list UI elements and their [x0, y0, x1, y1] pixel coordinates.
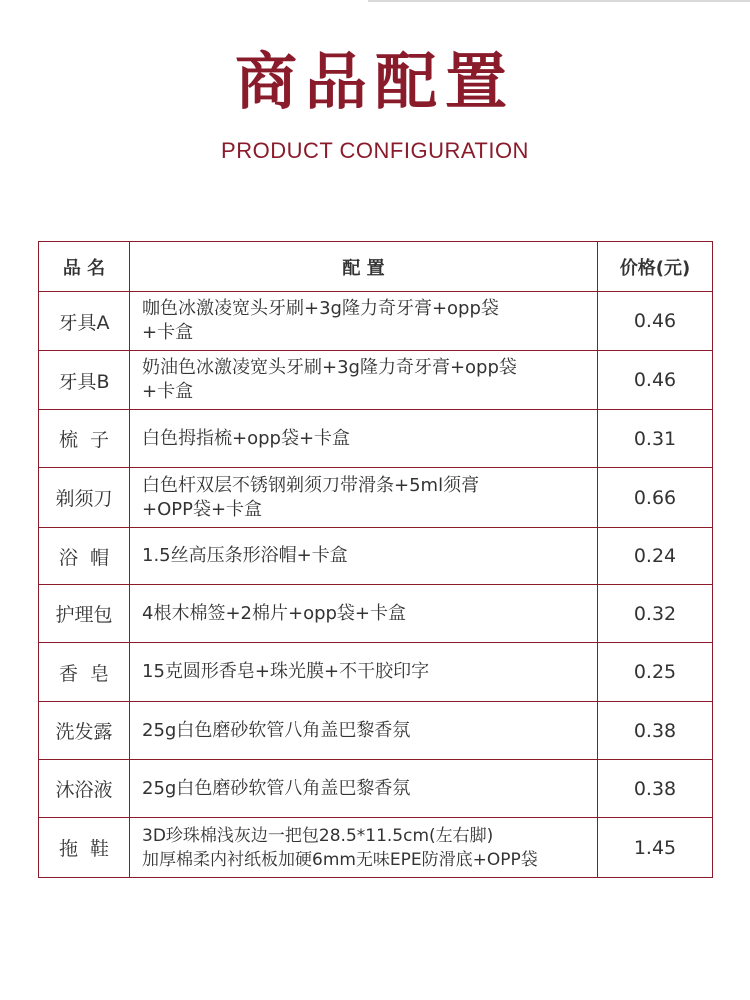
page-subtitle: PRODUCT CONFIGURATION	[221, 138, 529, 163]
row-config	[130, 818, 598, 878]
row-name: 洗发露	[39, 702, 130, 760]
table-row	[39, 351, 713, 410]
config-line: 1.5丝高压条形浴帽+卡盒	[142, 545, 348, 566]
config-line: 25g白色磨砂软管八角盖巴黎香氛	[142, 719, 411, 741]
row-name: 护理包	[39, 585, 130, 643]
row-config	[130, 760, 598, 818]
row-name: 牙具A	[39, 292, 130, 351]
page-title: 商品配置	[234, 45, 515, 118]
table-row	[39, 643, 713, 702]
row-price: 0.31	[598, 410, 713, 468]
row-name: 拖 鞋	[39, 818, 130, 878]
row-price: 0.24	[598, 528, 713, 585]
config-line: 25g白色磨砂软管八角盖巴黎香氛	[142, 777, 411, 799]
config-line: +卡盒	[142, 322, 194, 343]
config-line: +OPP袋+卡盒	[142, 498, 263, 520]
row-config	[130, 410, 598, 468]
row-price: 0.38	[598, 760, 713, 818]
row-name: 沐浴液	[39, 760, 130, 818]
row-config	[130, 468, 598, 528]
config-line: 奶油色冰激凌宽头牙刷+3g隆力奇牙膏+opp袋	[142, 357, 517, 378]
table-row	[39, 528, 713, 585]
row-config	[130, 351, 598, 410]
config-line: 4根木棉签+2棉片+opp袋+卡盒	[142, 602, 407, 624]
header-name: 品 名	[39, 242, 130, 292]
row-name: 浴 帽	[39, 528, 130, 585]
header-price: 价格(元)	[598, 242, 713, 292]
row-config	[130, 702, 598, 760]
top-divider-line	[368, 0, 750, 2]
config-line: 15克圆形香皂+珠光膜+不干胶印字	[142, 661, 430, 682]
row-price: 0.66	[598, 468, 713, 528]
row-price: 0.25	[598, 643, 713, 702]
config-line: 加厚棉柔内衬纸板加硬6mm无味EPE防滑底+OPP袋	[142, 849, 538, 870]
row-name: 牙具B	[39, 351, 130, 410]
row-name: 香 皂	[39, 643, 130, 702]
table-row	[39, 702, 713, 760]
table-row	[39, 818, 713, 878]
row-config	[130, 292, 598, 351]
table-row	[39, 292, 713, 351]
config-line: 白色拇指梳+opp袋+卡盒	[142, 427, 351, 449]
config-line: 3D珍珠棉浅灰边一把包28.5*11.5cm(左右脚)	[142, 825, 494, 846]
header-config: 配 置	[130, 242, 598, 292]
product-config-table	[38, 241, 713, 878]
row-config	[130, 585, 598, 643]
config-line: 白色杆双层不锈钢剃须刀带滑条+5ml须膏	[142, 474, 480, 496]
row-price: 0.46	[598, 292, 713, 351]
table-row	[39, 760, 713, 818]
row-name: 剃须刀	[39, 468, 130, 528]
table-row	[39, 585, 713, 643]
row-price: 0.46	[598, 351, 713, 410]
row-name: 梳 子	[39, 410, 130, 468]
config-line: 咖色冰激凌宽头牙刷+3g隆力奇牙膏+opp袋	[142, 298, 499, 319]
table-header-row	[39, 242, 713, 292]
config-line: +卡盒	[142, 381, 194, 402]
row-price: 0.32	[598, 585, 713, 643]
table-row	[39, 468, 713, 528]
row-price: 0.38	[598, 702, 713, 760]
row-price: 1.45	[598, 818, 713, 878]
row-config	[130, 528, 598, 585]
row-config	[130, 643, 598, 702]
table-row	[39, 410, 713, 468]
